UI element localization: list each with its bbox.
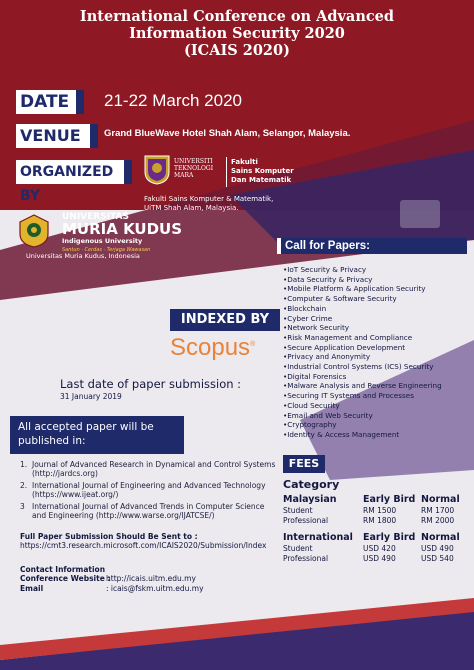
topic-item: • Cryptography: [283, 420, 471, 430]
email-link[interactable]: : icais@fskm.uitm.edu.my: [106, 584, 204, 593]
journal-number: 3: [20, 501, 25, 511]
fee-early-header: Early Bird: [363, 494, 416, 505]
fee-type: Professional: [283, 516, 329, 525]
fees-category-label: Category: [283, 478, 340, 491]
journal-list: [20, 460, 280, 522]
journal-item: [20, 502, 280, 521]
scopus-logo: [170, 334, 255, 362]
fee-normal-header: Normal: [421, 494, 460, 505]
last-date-label: Last date of paper submission :: [60, 377, 242, 391]
fee-row: [283, 554, 473, 564]
submission-label: Full Paper Submission Should Be Sent to :: [20, 532, 198, 541]
scopus-wordmark: Scopus: [170, 334, 251, 361]
topic-item: • Mobile Platform & Application Security: [283, 284, 471, 294]
faculty-line-1: Fakulti: [231, 158, 258, 166]
accepted-paper-banner: [10, 416, 184, 454]
topic-item: • Data Security & Privacy: [283, 275, 471, 285]
fee-type: Professional: [283, 554, 329, 563]
topic-list: [283, 265, 471, 440]
journal-text: International Journal of Advanced Trends in Computer Science and Engineering (http://www.warse.org/IJATCSE/): [32, 501, 265, 521]
date-label: DATE: [16, 90, 84, 114]
topic-item: • Cyber Crime: [283, 314, 471, 324]
organizer-address-line-1: Fakulti Sains Komputer & Matematik,: [144, 195, 274, 203]
logo-divider: [226, 157, 227, 187]
topic-item: • Identity & Access Management: [283, 430, 471, 440]
website-link[interactable]: http://icais.uitm.edu.my: [106, 574, 196, 583]
faculty-line-3: Dan Matematik: [231, 176, 292, 184]
topic-item: • Malware Analysis and Reverse Engineering: [283, 381, 471, 391]
topic-item: • Blockchain: [283, 304, 471, 314]
date-value: 21-22 March 2020: [104, 91, 242, 110]
title-line-1: International Conference on Advanced: [79, 8, 395, 25]
call-for-papers-heading: Call for Papers:: [277, 238, 467, 254]
topic-item: • Email and Web Security: [283, 411, 471, 421]
organizer-address-line-2: UiTM Shah Alam, Malaysia.: [144, 204, 239, 212]
title-line-2: Information Security 2020: [129, 25, 345, 42]
umk-line-3: Indigenous University: [62, 237, 143, 245]
umk-line-4: Santun · Cerdas · Terjaga Wawasan: [62, 247, 151, 253]
topic-item: • IoT Security & Privacy: [283, 265, 471, 275]
umk-line-1: UNIVERSITAS: [62, 212, 129, 222]
journal-text: International Journal of Engineering and Advanced Technology (https://www.ijeat.org/): [32, 480, 266, 500]
uitm-word-1: UNIVERSITI: [174, 158, 213, 165]
topic-item: • Privacy and Anonymity: [283, 352, 471, 362]
organizer-address: [144, 195, 273, 213]
umk-crest-icon: [18, 214, 50, 248]
faculty-wordmark: [231, 158, 294, 185]
fee-early: USD 490: [363, 554, 396, 563]
fee-group-header: [283, 494, 473, 506]
fee-early: RM 1800: [363, 516, 397, 525]
fee-type: Student: [283, 544, 313, 553]
organized-by-label: ORGANIZED BY: [16, 160, 132, 184]
fee-normal: RM 1700: [421, 506, 455, 515]
fee-normal: RM 2000: [421, 516, 455, 525]
email-label: Email: [20, 584, 44, 593]
title-line-3: (ICAIS 2020): [184, 42, 290, 59]
uitm-wordmark: [174, 158, 224, 179]
topic-item: • Secure Application Development: [283, 343, 471, 353]
umk-caption: Universitas Muria Kudus, Indonesia: [26, 252, 140, 260]
topic-item: • Cloud Security: [283, 401, 471, 411]
fee-row: [283, 516, 473, 526]
faculty-line-2: Sains Komputer: [231, 167, 294, 175]
fee-early-header: Early Bird: [363, 532, 416, 543]
fee-early: RM 1500: [363, 506, 397, 515]
contact-heading: Contact Information: [20, 565, 106, 574]
indexed-by-label: INDEXED BY: [170, 309, 280, 331]
venue-value: Grand BlueWave Hotel Shah Alam, Selangor, Malaysia.: [104, 128, 351, 139]
fee-group-name: Malaysian: [283, 494, 337, 505]
uitm-word-3: MARA: [174, 172, 194, 179]
website-label: Conference Website :: [20, 574, 111, 583]
journal-item: [20, 460, 280, 479]
fees-table: [283, 478, 473, 564]
uitm-word-2: TEKNOLOGI: [174, 165, 214, 172]
registered-mark: ®: [250, 341, 256, 348]
journal-number: 1.: [20, 460, 28, 469]
fee-group-header: [283, 532, 473, 544]
topic-item: • Securing IT Systems and Processes: [283, 391, 471, 401]
venue-label: VENUE: [16, 124, 98, 148]
accepted-line-2: published in:: [18, 435, 86, 447]
umk-wordmark: [62, 213, 182, 255]
journal-number: 2.: [20, 480, 28, 490]
conference-title: [10, 8, 464, 59]
last-date-value: 31 January 2019: [60, 392, 122, 401]
fee-row: [283, 544, 473, 554]
fee-normal-header: Normal: [421, 532, 460, 543]
fees-groups: [283, 494, 473, 564]
topic-item: • Network Security: [283, 323, 471, 333]
umk-line-2: MURIA KUDUS: [62, 220, 183, 238]
fee-normal: USD 490: [421, 544, 454, 553]
journal-text: Journal of Advanced Research in Dynamical and Control Systems (http://jardcs.org): [32, 460, 276, 479]
fee-type: Student: [283, 506, 313, 515]
journal-item: [20, 481, 280, 500]
topic-item: • Risk Management and Compliance: [283, 333, 471, 343]
topic-item: • Digital Forensics: [283, 372, 471, 382]
fee-row: [283, 506, 473, 516]
fees-label: FEES: [283, 455, 325, 473]
topic-item: • Computer & Software Security: [283, 294, 471, 304]
fee-normal: USD 540: [421, 554, 454, 563]
fee-group-name: International: [283, 532, 353, 543]
uitm-crest-icon: [144, 155, 170, 185]
accepted-line-1: All accepted paper will be: [18, 421, 154, 433]
fee-early: USD 420: [363, 544, 396, 553]
topic-item: • Industrial Control Systems (ICS) Security: [283, 362, 471, 372]
submission-link[interactable]: https://cmt3.research.microsoft.com/ICAIS2020/Submission/Index: [20, 541, 267, 550]
